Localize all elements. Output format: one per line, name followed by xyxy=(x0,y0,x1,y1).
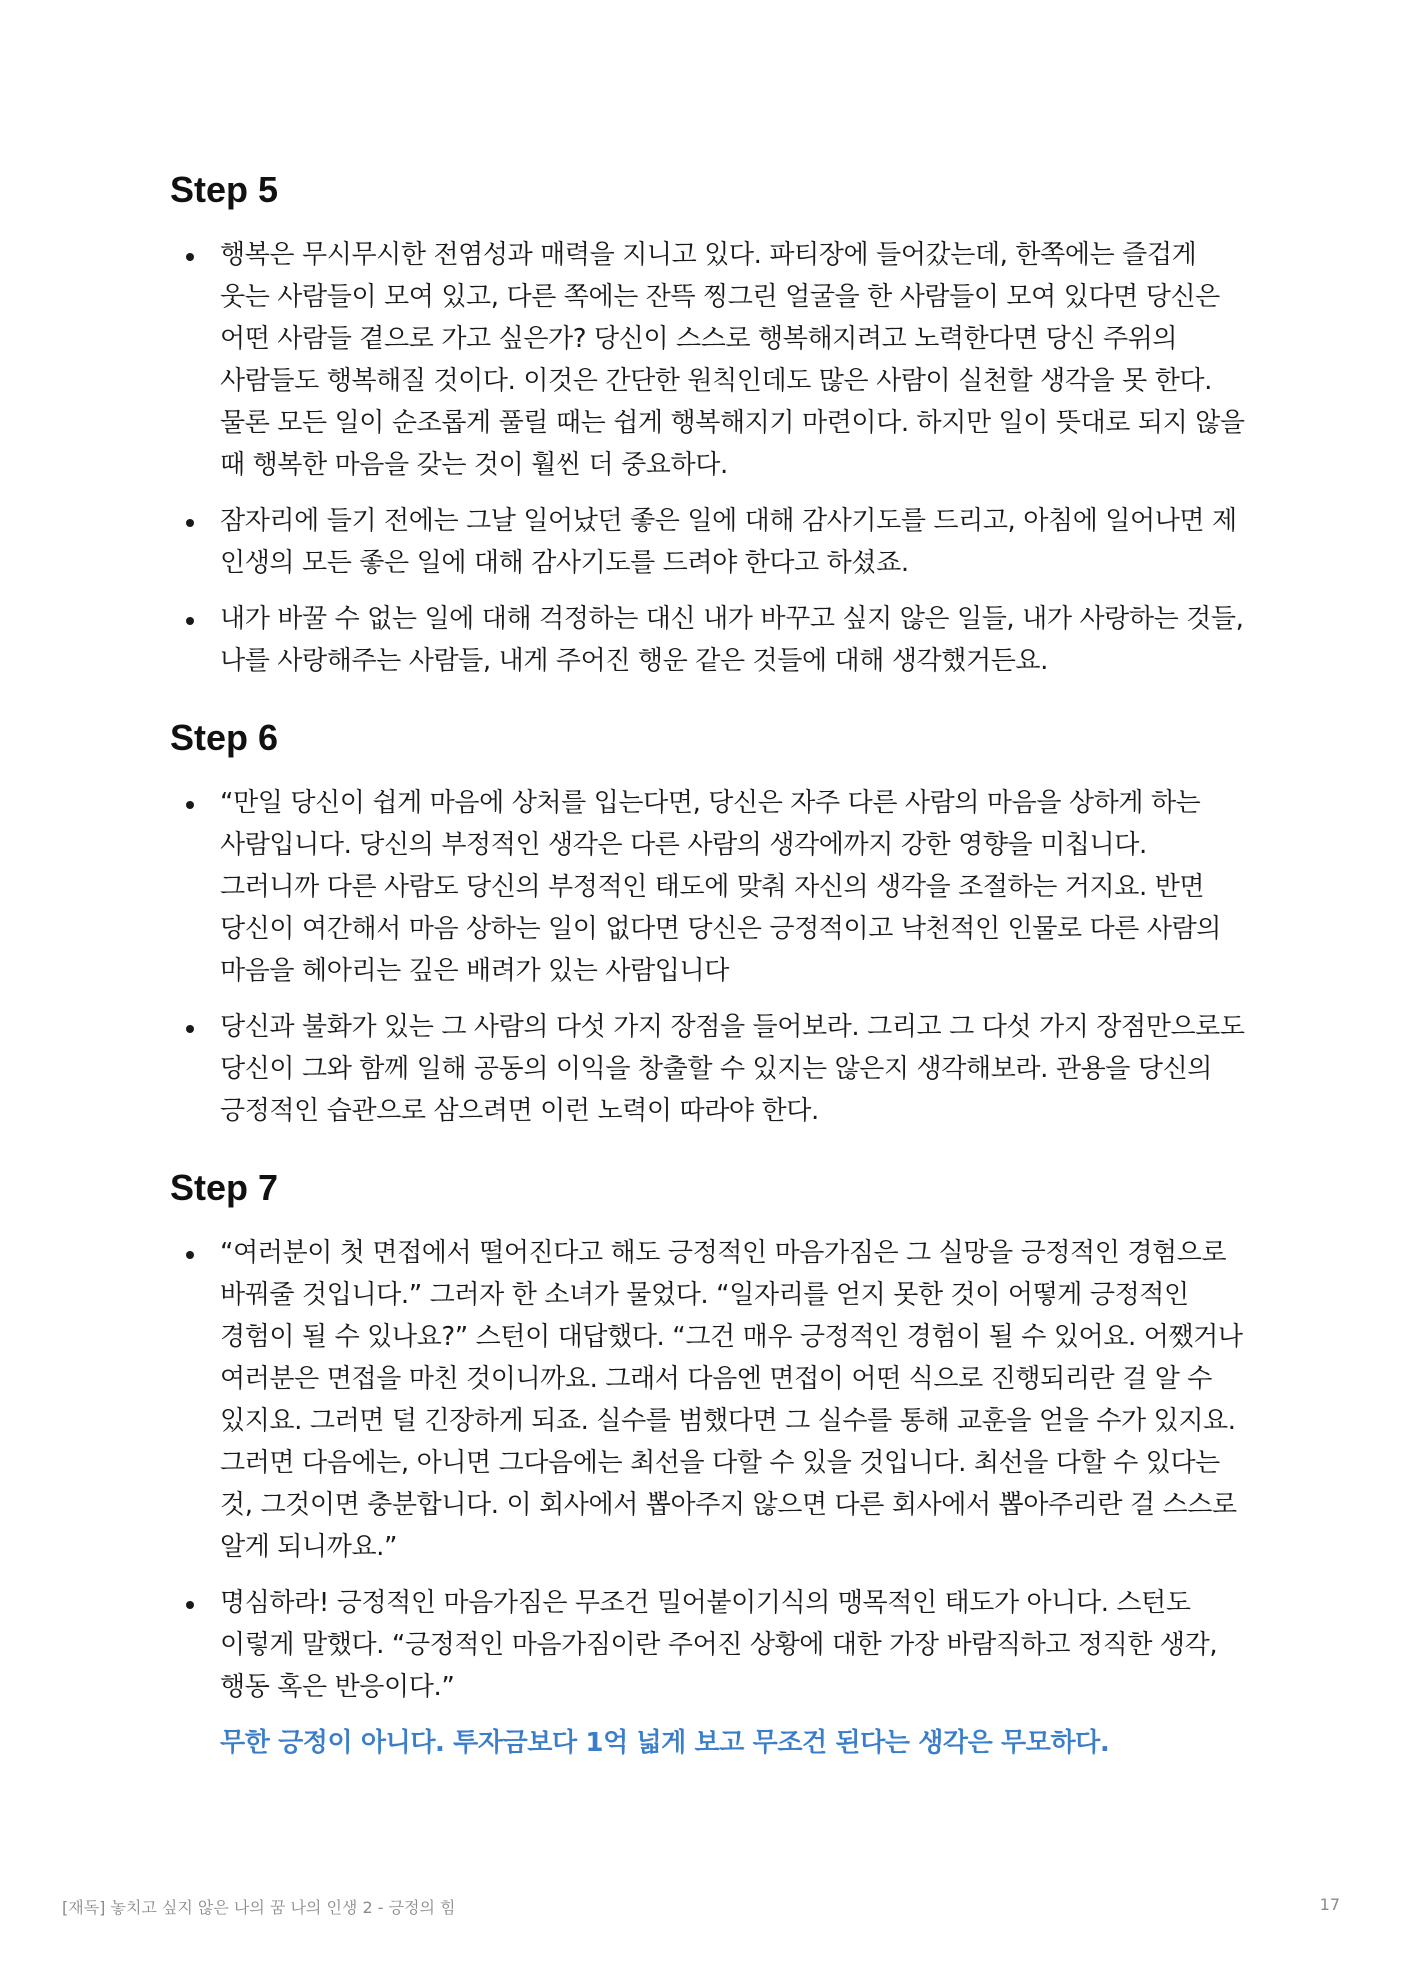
list-item xyxy=(170,1582,1250,1708)
list-item-text: 명심하라! 긍정적인 마음가짐은 무조건 밀어붙이기식의 맹목적인 태도가 아니다. 스턴도 이렇게 말했다. “긍정적인 마음가짐이란 주어진 상황에 대한 가장 바람직하고 정직한 생각, 행동 혹은 반응이다.” xyxy=(220,1588,1218,1702)
highlight-note: 무한 긍정이 아니다. 투자금보다 1억 넓게 보고 무조건 된다는 생각은 무모하다. xyxy=(220,1728,1110,1758)
step-heading: Step 5 xyxy=(170,169,279,210)
bullet-icon xyxy=(186,253,194,261)
step-5-section xyxy=(170,168,1250,682)
list-item-text: 당신과 불화가 있는 그 사람의 다섯 가지 장점을 들어보라. 그리고 그 다섯 가지 장점만으로도 당신이 그와 함께 일해 공동의 이익을 창출할 수 있지는 않은지 생각해보라. 관용을 당신의 긍정적인 습관으로 삼으려면 이런 노력이 따라야 한다. xyxy=(220,1012,1245,1126)
step-heading: Step 6 xyxy=(170,717,279,758)
list-item-text: 내가 바꿀 수 없는 일에 대해 걱정하는 대신 내가 바꾸고 싶지 않은 일들, 내가 사랑하는 것들, 나를 사랑해주는 사람들, 내게 주어진 행운 같은 것들에 대해 생각했거든요. xyxy=(220,604,1244,676)
footer-page-number: 17 xyxy=(1319,1895,1340,1914)
bullet-list xyxy=(170,1232,1250,1708)
list-item xyxy=(170,598,1250,682)
bullet-icon xyxy=(186,801,194,809)
bullet-list xyxy=(170,234,1250,682)
list-item-text: “여러분이 첫 면접에서 떨어진다고 해도 긍정적인 마음가짐은 그 실망을 긍정적인 경험으로 바꿔줄 것입니다.” 그러자 한 소녀가 물었다. “일자리를 얻지 못한 것이 어떻게 긍정적인 경험이 될 수 있나요?” 스턴이 대답했다. “그건 매우 긍정적인 경험이 될 수 있어요. 어쨌거나 여러분은 면접을 마친 것이니까요. 그래서 다음엔 면접이 어떤 식으로 진행되리란 걸 알 수 있지요. 그러면 덜 긴장하게 되죠. 실수를 범했다면 그 실수를 통해 교훈을 얻을 수가 있지요. 그러면 다음에는, 아니면 그다음에는 최선을 다할 수 있을 것입니다. 최선을 다할 수 있다는 것, 그것이면 충분합니다. 이 회사에서 뽑아주지 않으면 다른 회사에서 뽑아주리란 걸 스스로 알게 되니까요.” xyxy=(220,1238,1243,1562)
list-item-text: “만일 당신이 쉽게 마음에 상처를 입는다면, 당신은 자주 다른 사람의 마음을 상하게 하는 사람입니다. 당신의 부정적인 생각은 다른 사람의 생각에까지 강한 영향을 미칩니다. 그러니까 다른 사람도 당신의 부정적인 태도에 맞춰 자신의 생각을 조절하는 거지요. 반면 당신이 여간해서 마음 상하는 일이 없다면 당신은 긍정적이고 낙천적인 인물로 다른 사람의 마음을 헤아리는 깊은 배려가 있는 사람입니다 xyxy=(220,788,1222,986)
bullet-icon xyxy=(186,1025,194,1033)
list-item xyxy=(170,234,1250,486)
list-item xyxy=(170,1006,1250,1132)
bullet-icon xyxy=(186,617,194,625)
list-item xyxy=(170,1232,1250,1568)
list-item-text: 행복은 무시무시한 전염성과 매력을 지니고 있다. 파티장에 들어갔는데, 한쪽에는 즐겁게 웃는 사람들이 모여 있고, 다른 쪽에는 잔뜩 찡그린 얼굴을 한 사람들이 모여 있다면 당신은 어떤 사람들 곁으로 가고 싶은가? 당신이 스스로 행복해지려고 노력한다면 당신 주위의 사람들도 행복해질 것이다. 이것은 간단한 원칙인데도 많은 사람이 실천할 생각을 못 한다. 물론 모든 일이 순조롭게 풀릴 때는 쉽게 행복해지기 마련이다. 하지만 일이 뜻대로 되지 않을 때 행복한 마음을 갖는 것이 훨씬 더 중요하다. xyxy=(220,240,1245,480)
step-7-section xyxy=(170,1166,1250,1764)
list-item xyxy=(170,782,1250,992)
step-heading: Step 7 xyxy=(170,1167,279,1208)
bullet-list xyxy=(170,782,1250,1132)
bullet-icon xyxy=(186,519,194,527)
list-item-text: 잠자리에 들기 전에는 그날 일어났던 좋은 일에 대해 감사기도를 드리고, 아침에 일어나면 제 인생의 모든 좋은 일에 대해 감사기도를 드려야 한다고 하셨죠. xyxy=(220,506,1237,578)
bullet-icon xyxy=(186,1601,194,1609)
list-item xyxy=(170,500,1250,584)
step-6-section xyxy=(170,716,1250,1132)
footer-document-title: [재독] 놓치고 싶지 않은 나의 꿈 나의 인생 2 - 긍정의 힘 xyxy=(62,1898,456,1917)
page-body xyxy=(170,168,1250,1764)
bullet-icon xyxy=(186,1251,194,1259)
